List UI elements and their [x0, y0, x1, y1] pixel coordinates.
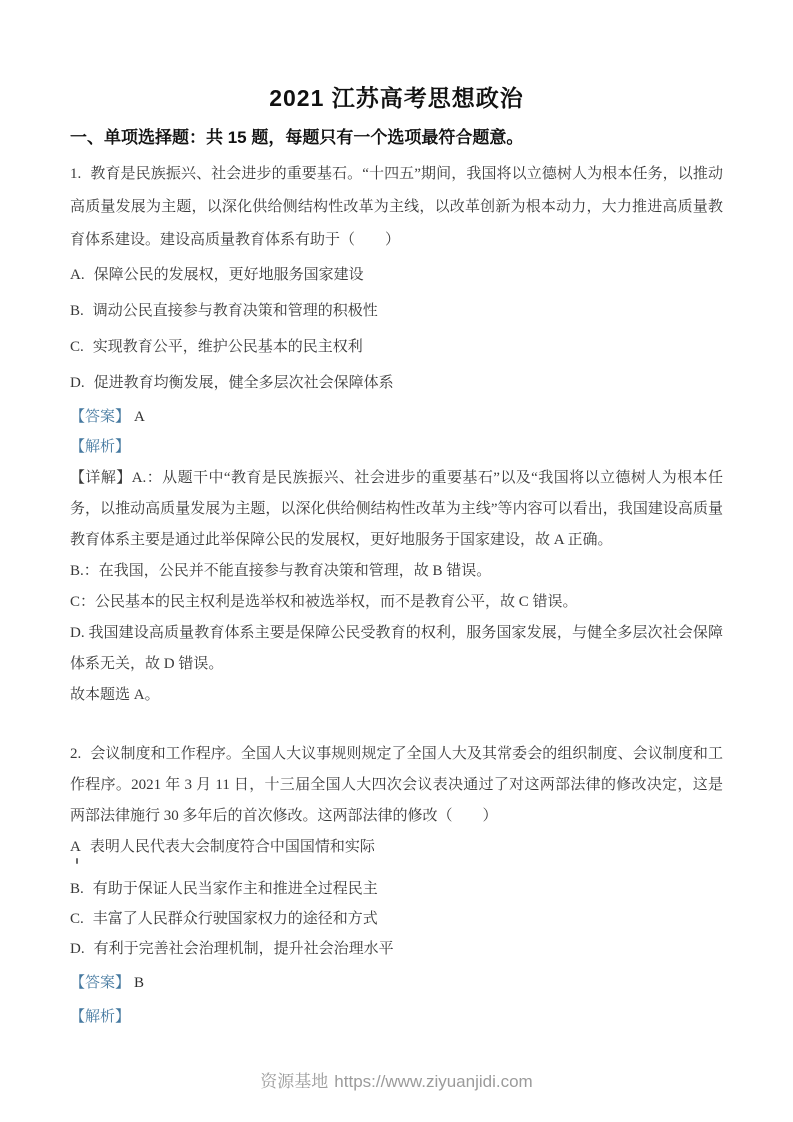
question-2-stem — [70, 739, 723, 832]
page-footer — [0, 1067, 793, 1092]
explanation-paragraph-2: B.：在我国，公民并不能直接参与教育决策和管理，故 B 错误。 — [70, 563, 492, 579]
question-1 — [70, 158, 723, 711]
option-d-text: 促进教育均衡发展，健全多层次社会保障体系 — [93, 375, 394, 391]
option-c-text: 实现教育公平，维护公民基本的民主权利 — [92, 339, 363, 355]
option-a-label: A. — [70, 267, 85, 283]
question-1-stem-text: 教育是民族振兴、社会进步的重要基石。“十四五”期间，我国将以立德树人为根本任务，以推动高质量发展为主题，以深化供给侧结构性改革为主线，以改革创新为根本动力，大力推进高质量教育体系建设。建设高质量教育体系有助于（ ） — [70, 166, 723, 248]
option-b-label: B. — [70, 303, 84, 319]
option-d-label: D. — [70, 375, 85, 391]
footer-site-name: 资源基地 — [260, 1072, 329, 1091]
answer-label: 【答案】 — [70, 975, 131, 991]
footer-url[interactable]: https://www.ziyuanjidi.com — [334, 1072, 533, 1091]
question-1-answer-value: A — [134, 409, 145, 425]
explanation-paragraph-3: C：公民基本的民主权利是选举权和被选举权，而不是教育公平，故 C 错误。 — [70, 594, 578, 610]
question-2-answer-value: B — [134, 975, 145, 991]
question-1-stem — [70, 158, 723, 257]
option-b-label: B. — [70, 881, 84, 897]
analysis-label: 【解析】 — [70, 1009, 131, 1025]
question-1-option-a — [70, 257, 723, 293]
detail-text: A.：从题干中“教育是民族振兴、社会进步的重要基石”以及“我国将以立德树人为根本任务，以推动高质量发展为主题，以深化供给侧结构性改革为主线”等内容可以看出，我国建设高质量教育体系主要是通过此举保障公民的发展权，更好地服务于国家建设，故 A 正确。 — [70, 470, 723, 548]
option-c-label: C. — [70, 911, 84, 927]
option-b-text: 有助于保证人民当家作主和推进全过程民主 — [92, 881, 378, 897]
option-c-label: C. — [70, 339, 84, 355]
question-1-option-b — [70, 293, 723, 329]
scan-artifact-mark — [76, 858, 78, 864]
option-a-text: 保障公民的发展权，更好地服务国家建设 — [93, 267, 364, 283]
question-2-option-c — [70, 904, 723, 934]
option-d-label: D. — [70, 941, 85, 957]
analysis-label: 【解析】 — [70, 439, 131, 455]
question-2-number: 2. — [70, 746, 82, 762]
option-d-text: 有利于完善社会治理机制，提升社会治理水平 — [93, 941, 394, 957]
question-2-option-b — [70, 874, 723, 904]
option-b-text: 调动公民直接参与教育决策和管理的积极性 — [92, 303, 378, 319]
page-title: 2021 江苏高考思想政治 — [269, 85, 524, 111]
question-1-option-c — [70, 329, 723, 365]
question-2-option-a — [70, 832, 723, 862]
question-2-analysis-line — [70, 1002, 723, 1032]
question-2-option-d — [70, 934, 723, 964]
explanation-paragraph-1 — [70, 463, 723, 556]
question-2 — [70, 739, 723, 1032]
question-1-option-d — [70, 365, 723, 401]
question-1-analysis-line — [70, 433, 723, 461]
question-2-answer-line — [70, 968, 723, 998]
question-2-options — [70, 832, 723, 964]
explanation-paragraph-4: D. 我国建设高质量教育体系主要是保障公民受教育的权利，服务国家发展，与健全多层次社会保障体系无关，故 D 错误。 — [70, 625, 723, 672]
option-c-text: 丰富了人民群众行驶国家权力的途径和方式 — [92, 911, 378, 927]
option-a-label: A — [70, 839, 81, 855]
question-1-options — [70, 257, 723, 401]
section-heading: 一、单项选择题：共 15 题，每题只有一个选项最符合题意。 — [70, 128, 524, 147]
detail-label: 【详解】 — [70, 470, 132, 486]
option-a-text: 表明人民代表大会制度符合中国国情和实际 — [89, 839, 375, 855]
explanation-paragraph-5: 故本题选 A。 — [70, 687, 160, 703]
question-1-number: 1. — [70, 166, 82, 182]
question-1-explanation — [70, 463, 723, 711]
question-1-answer-line — [70, 403, 723, 431]
question-2-stem-text: 会议制度和工作程序。全国人大议事规则规定了全国人大及其常委会的组织制度、会议制度和工作程序。2021 年 3 月 11 日，十三届全国人大四次会议表决通过了对这两部法律的修改决定，这是两部法律施行 30 多年后的首次修改。这两部法律的修改（ ） — [70, 746, 723, 824]
answer-label: 【答案】 — [70, 409, 131, 425]
